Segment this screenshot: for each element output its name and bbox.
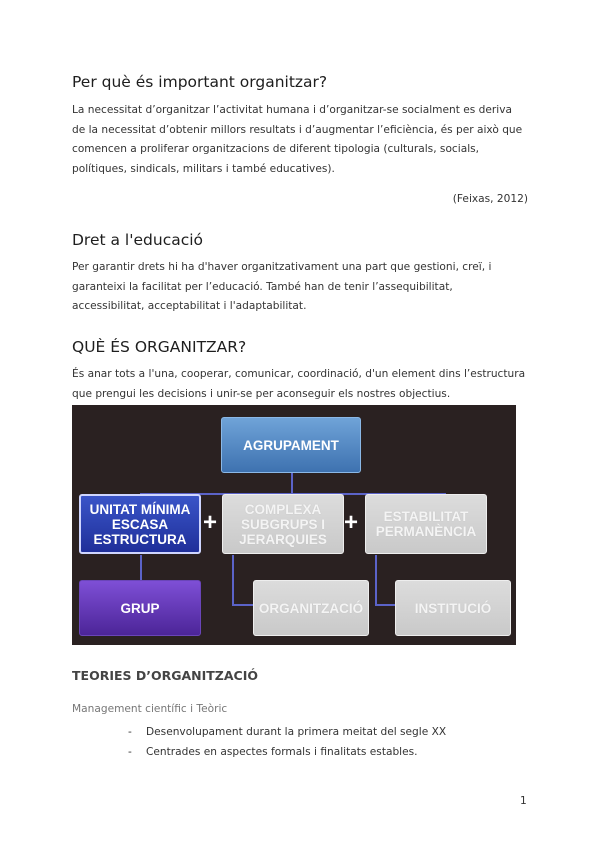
box-grup: GRUP [79, 580, 201, 636]
citation: (Feixas, 2012) [452, 193, 528, 205]
list-item-text: Desenvolupament durant la primera meitat del segle XX [146, 726, 447, 738]
connector-line [375, 604, 397, 606]
paragraph-why-organize [72, 101, 528, 179]
organization-diagram [72, 405, 516, 645]
paragraph-line: Per garantir drets hi ha d'haver organitzativament una part que gestioni, creï, i [72, 261, 492, 273]
paragraph-line: de la necessitat d’obtenir millors resultats i d’augmentar l’eficiència, és per això que [72, 123, 523, 136]
connector-line [232, 604, 254, 606]
connector-line [232, 555, 234, 605]
box-line: UNITAT MÍNIMA [89, 501, 191, 517]
box-line: JERARQUIES [239, 531, 327, 547]
plus-sign: + [203, 509, 218, 536]
section-heading-right-to-education: Dret a l'educació [72, 231, 204, 249]
box-unitat-minima [79, 494, 201, 554]
box-line: COMPLEXA [244, 501, 322, 517]
box-organitzacio: ORGANITZACIÓ [253, 580, 369, 636]
box-line: ESTRUCTURA [93, 531, 187, 547]
subsection-heading: Management científic i Teòric [72, 703, 228, 715]
box-line: ESCASA [111, 516, 169, 532]
paragraph-line: garanteixi la facilitat per l’educació. També han de tenir l’assequibilitat, [72, 280, 453, 293]
plus-sign: + [344, 509, 359, 536]
paragraph-what-is-organizing [72, 365, 528, 404]
connector-line [140, 555, 142, 581]
bullet-dash: - [128, 746, 132, 758]
paragraph-line: polítiques, sindicals, militars i també educatives). [72, 162, 335, 175]
paragraph-line: accessibilitat, acceptabilitat i l'adaptabilitat. [72, 300, 307, 312]
list-item-text: Centrades en aspectes formals i finalitats estables. [146, 746, 418, 758]
connector-line [291, 472, 293, 494]
connector-line [375, 555, 377, 605]
paragraph-line: comencen a proliferar organitzacions de diferent tipologia (culturals, socials, [72, 143, 480, 155]
box-institucio: INSTITUCIÓ [395, 580, 511, 636]
section-heading-theories: TEORIES D’ORGANITZACIÓ [72, 668, 258, 683]
section-heading-why-organize: Per què és important organitzar? [72, 73, 328, 91]
paragraph-line: que prengui les decisions i unir-se per aconseguir els nostres objectius. [72, 387, 451, 400]
paragraph-right-to-education [72, 258, 528, 317]
box-complexa [222, 494, 344, 554]
box-estabilitat [365, 494, 487, 554]
box-line: ESTABILITAT [383, 509, 469, 524]
bullet-dash: - [128, 726, 132, 738]
box-line: SUBGRUPS I [240, 516, 325, 532]
box-agrupament: AGRUPAMENT [221, 417, 361, 473]
page-number: 1 [520, 795, 527, 807]
box-line: PERMANÈNCIA [375, 524, 477, 539]
section-heading-what-is-organizing: QUÈ ÉS ORGANITZAR? [72, 338, 247, 356]
paragraph-line: És anar tots a l'una, cooperar, comunicar, coordinació, d'un element dins l’estructura [72, 368, 526, 380]
paragraph-line: La necessitat d’organitzar l’activitat humana i d’organitzar-se socialment es deriva [72, 104, 512, 116]
